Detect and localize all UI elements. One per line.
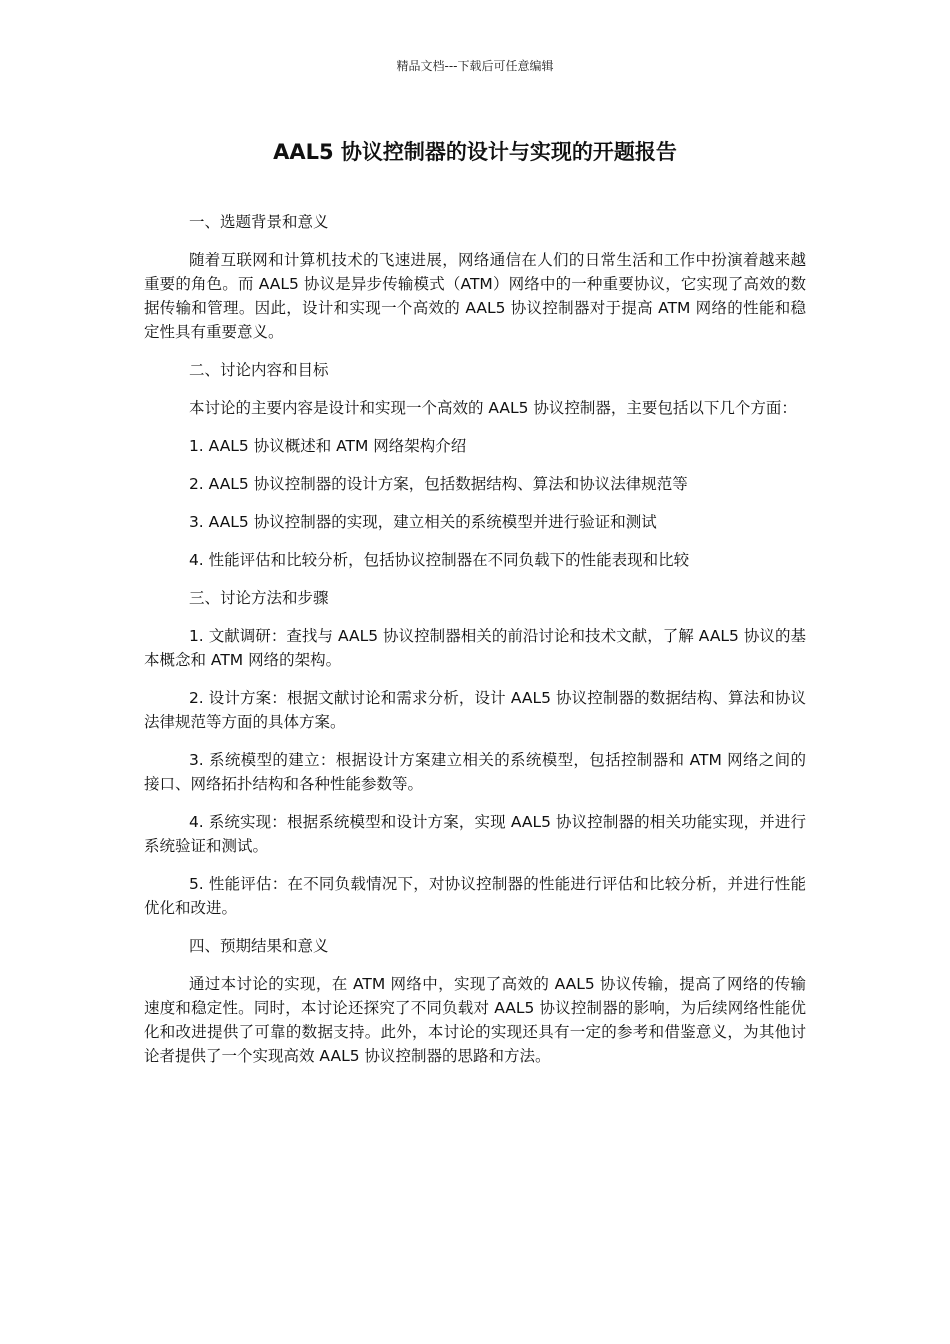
paragraph-content-intro: 本讨论的主要内容是设计和实现一个高效的 AAL5 协议控制器，主要包括以下几个方面： (188, 399, 797, 417)
list-item-content-1: 1. AAL5 协议概述和 ATM 网络架构介绍 (188, 437, 467, 455)
page-header (0, 58, 950, 74)
paragraph-background: 随着互联网和计算机技术的飞速进展，网络通信在人们的日常生活和工作中扮演着越来越重要的角色。而 AAL5 协议是异步传输模式（ATM）网络中的一种重要协议，它实现了高效的数据传输和管理。因此，设计和实现一个高效的 AAL5 协议控制器对于提高 ATM 网络的性能和稳定性具有重要意义。 (144, 251, 806, 341)
section-heading-content: 二、讨论内容和目标 (188, 361, 329, 379)
section-heading-background: 一、选题背景和意义 (188, 213, 329, 231)
list-item-method-5: 5. 性能评估：在不同负载情况下，对协议控制器的性能进行评估和比较分析，并进行性能优化和改进。 (144, 875, 806, 917)
list-item-method-4: 4. 系统实现：根据系统模型和设计方案，实现 AAL5 协议控制器的相关功能实现，并进行系统验证和测试。 (144, 813, 806, 855)
header-text: 精品文档---下载后可任意编辑 (396, 59, 554, 73)
list-item-method-3: 3. 系统模型的建立：根据设计方案建立相关的系统模型，包括控制器和 ATM 网络之间的接口、网络拓扑结构和各种性能参数等。 (144, 751, 806, 793)
list-item-content-2: 2. AAL5 协议控制器的设计方案，包括数据结构、算法和协议法律规范等 (188, 475, 688, 493)
document-body (144, 210, 806, 1068)
list-item-method-1: 1. 文献调研：查找与 AAL5 协议控制器相关的前沿讨论和技术文献，了解 AAL5 协议的基本概念和 ATM 网络的架构。 (144, 627, 806, 669)
list-item-method-2: 2. 设计方案：根据文献讨论和需求分析，设计 AAL5 协议控制器的数据结构、算法和协议法律规范等方面的具体方案。 (144, 689, 806, 731)
document-title: AAL5 协议控制器的设计与实现的开题报告 (273, 140, 677, 164)
section-heading-method: 三、讨论方法和步骤 (188, 589, 329, 607)
paragraph-results: 通过本讨论的实现，在 ATM 网络中，实现了高效的 AAL5 协议传输，提高了网络的传输速度和稳定性。同时，本讨论还探究了不同负载对 AAL5 协议控制器的影响，为后续网络性能优化和改进提供了可靠的数据支持。此外，本讨论的实现还具有一定的参考和借鉴意义，为其他讨论者提供了一个实现高效 AAL5 协议控制器的思路和方法。 (144, 975, 806, 1065)
section-heading-results: 四、预期结果和意义 (188, 937, 329, 955)
list-item-content-3: 3. AAL5 协议控制器的实现，建立相关的系统模型并进行验证和测试 (188, 513, 657, 531)
list-item-content-4: 4. 性能评估和比较分析，包括协议控制器在不同负载下的性能表现和比较 (188, 551, 690, 569)
